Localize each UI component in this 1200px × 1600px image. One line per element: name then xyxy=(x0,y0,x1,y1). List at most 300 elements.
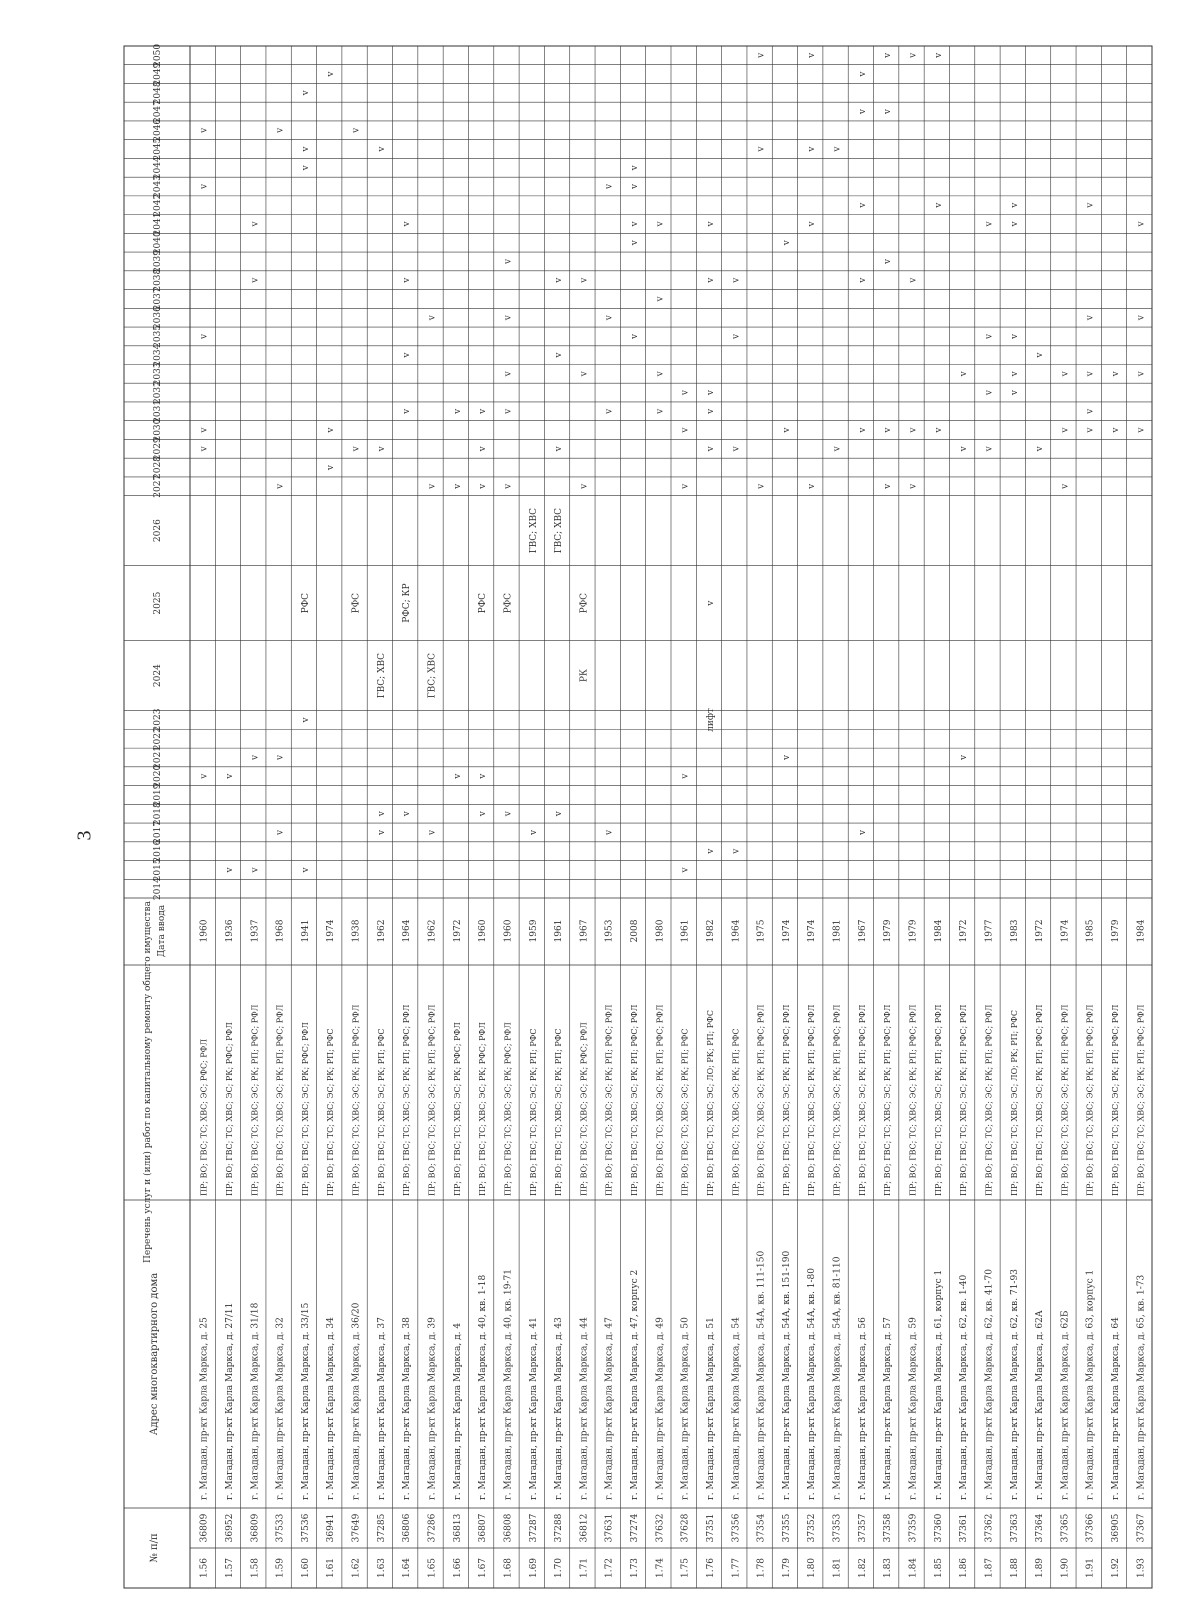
row-year: 1974 xyxy=(781,919,792,943)
header-year-2026: 2026 xyxy=(153,519,163,543)
row-mark-2026: ГВС; ХВС xyxy=(528,508,539,554)
row-year: 2008 xyxy=(630,919,641,943)
row-address: г. Магадан, пр-кт Карла Маркса, д. 25 xyxy=(199,1317,210,1500)
row-id: 37359 xyxy=(908,1513,919,1543)
row-mark-2041: v xyxy=(630,221,641,227)
row-mark-2016: v xyxy=(731,848,742,854)
row-number: 1.76 xyxy=(705,1557,716,1579)
row-year: 1979 xyxy=(908,919,919,943)
header-year: Дата ввода xyxy=(157,904,167,958)
row-mark-2031: v xyxy=(655,408,666,414)
row-number: 1.89 xyxy=(1035,1557,1046,1579)
row-works: ПР; ВО; ГВС; ТС; ХВС; ЭС; РК; РП; РФС xyxy=(680,1028,690,1196)
header-year-2034: 2034 xyxy=(153,343,163,367)
header-year-2044: 2044 xyxy=(153,156,163,180)
row-year: 1984 xyxy=(1136,919,1147,943)
row-year: 1960 xyxy=(503,919,514,943)
header-year-2046: 2046 xyxy=(153,118,163,142)
row-mark-2031: v xyxy=(705,408,716,414)
row-number: 1.75 xyxy=(680,1557,691,1579)
header-year-2027: 2027 xyxy=(153,474,163,498)
row-address: г. Магадан, пр-кт Карла Маркса, д. 39 xyxy=(427,1317,438,1500)
row-id: 36807 xyxy=(478,1513,489,1543)
row-works: ПР; ВО; ГВС; ТС; ХВС; ЭС; РК; РП; РФС xyxy=(731,1028,741,1196)
row-works: ПР; ВО; ГВС; ТС; ХВС; ЭС; РК; РФС; РФЛ xyxy=(478,1022,488,1196)
row-mark-2045: v xyxy=(807,146,818,152)
row-mark-2030: v xyxy=(781,427,792,433)
row-mark-2041: v xyxy=(250,221,261,227)
row-address: г. Магадан, пр-кт Карла Маркса, д. 56 xyxy=(857,1317,868,1500)
row-year: 1974 xyxy=(326,919,337,943)
row-number: 1.91 xyxy=(1085,1557,1096,1579)
row-mark-2030: v xyxy=(199,427,210,433)
row-id: 36952 xyxy=(224,1513,235,1543)
row-address: г. Магадан, пр-кт Карла Маркса, д. 34 xyxy=(326,1317,337,1500)
row-works: ПР; ВО; ГВС; ТС; ХВС; ЭС; РК; РП; РФС xyxy=(554,1028,564,1196)
row-mark-2050: v xyxy=(756,52,767,58)
row-mark-2020: v xyxy=(478,773,489,779)
row-mark-2038: v xyxy=(908,277,919,283)
row-mark-2015: v xyxy=(680,867,691,873)
row-number: 1.68 xyxy=(503,1557,514,1579)
row-mark-2038: v xyxy=(705,277,716,283)
row-number: 1.80 xyxy=(807,1557,818,1579)
row-number: 1.62 xyxy=(351,1557,362,1579)
row-address: г. Магадан, пр-кт Карла Маркса, д. 54А, кв. 151-190 xyxy=(781,1250,792,1500)
row-mark-2016: v xyxy=(705,848,716,854)
row-address: г. Магадан, пр-кт Карла Маркса, д. 54А, кв. 81-110 xyxy=(832,1256,843,1500)
row-works: ПР; ВО; ГВС; ТС; ХВС; ЭС; РК; РП; РФС; РФЛ xyxy=(984,1004,994,1196)
header-year-2028: 2028 xyxy=(153,456,163,479)
row-id: 37287 xyxy=(528,1513,539,1543)
row-id: 37357 xyxy=(857,1513,868,1543)
row-number: 1.92 xyxy=(1111,1557,1122,1579)
header-year-2022: 2022 xyxy=(153,727,163,751)
row-year: 1967 xyxy=(857,919,868,943)
row-number: 1.65 xyxy=(427,1557,438,1579)
row-works: ПР; ВО; ГВС; ТС; ХВС; ЭС; РК; РП; РФС; РФЛ xyxy=(883,1004,893,1196)
row-mark-2045: v xyxy=(756,146,767,152)
row-mark-2036: v xyxy=(604,315,615,321)
row-works: ПР; ВО; ГВС; ТС; ХВС; ЭС; ЛО; РК; РП; РФС xyxy=(705,1010,715,1196)
row-address: г. Магадан, пр-кт Карла Маркса, д. 36/20 xyxy=(351,1302,362,1500)
header-year-2031: 2031 xyxy=(153,399,163,423)
header-year-2021: 2021 xyxy=(153,746,163,769)
header-year-2014: 2014 xyxy=(153,877,163,901)
row-id: 37353 xyxy=(832,1513,843,1543)
row-mark-2039: v xyxy=(503,258,514,265)
row-mark-2041: v xyxy=(655,221,666,227)
row-number: 1.63 xyxy=(376,1557,387,1579)
row-address: г. Магадан, пр-кт Карла Маркса, д. 37 xyxy=(376,1317,387,1500)
row-address: г. Магадан, пр-кт Карла Маркса, д. 33/15 xyxy=(300,1302,311,1500)
header-year-2040: 2040 xyxy=(153,231,163,255)
row-mark-2047: v xyxy=(857,109,868,115)
row-mark-2030: v xyxy=(857,427,868,433)
header-year-2039: 2039 xyxy=(153,250,163,273)
row-mark-2025: РФС xyxy=(579,592,590,614)
row-number: 1.79 xyxy=(781,1557,792,1579)
row-mark-2045: v xyxy=(832,146,843,152)
header-year-2016: 2016 xyxy=(153,839,163,863)
header-year-2045: 2045 xyxy=(153,137,163,161)
row-year: 1974 xyxy=(1060,919,1071,943)
header-year-2050: 2050 xyxy=(153,43,163,67)
row-works: ПР; ВО; ГВС; ТС; ХВС; ЭС; РК; РП; РФС; РФЛ xyxy=(630,1004,640,1196)
header-year-2036: 2036 xyxy=(153,306,163,330)
row-year: 1959 xyxy=(528,919,539,943)
row-id: 37533 xyxy=(275,1513,286,1543)
header-year-2018: 2018 xyxy=(153,802,163,826)
row-works: ПР; ВО; ГВС; ТС; ХВС; ЭС; РФС; РФЛ xyxy=(199,1039,209,1196)
row-mark-2029: v xyxy=(832,446,843,452)
row-id: 37355 xyxy=(781,1513,792,1543)
row-mark-2037: v xyxy=(655,296,666,302)
row-mark-2020: v xyxy=(224,773,235,779)
row-mark-2030: v xyxy=(326,427,337,433)
row-mark-2033: v xyxy=(1136,371,1147,377)
row-mark-2042: v xyxy=(933,202,944,208)
row-works: ПР; ВО; ГВС; ТС; ХВС; ЭС; РК; РП; РФС; РФЛ xyxy=(756,1004,766,1196)
row-mark-2023: лифт xyxy=(705,708,716,732)
row-works: ПР; ВО; ГВС; ТС; ХВС; ЭС; РК; РФС; РФЛ xyxy=(452,1022,462,1196)
row-id: 37363 xyxy=(1009,1513,1020,1543)
row-mark-2027: v xyxy=(452,483,463,489)
row-works: ПР; ВО; ГВС; ТС; ХВС; ЭС; РК; РФС; РФЛ xyxy=(579,1022,589,1196)
row-works: ПР; ВО; ГВС; ТС; ХВС; ЭС; РК; РФС; РФЛ xyxy=(300,1022,310,1196)
row-number: 1.84 xyxy=(908,1557,919,1579)
row-works: ПР; ВО; ГВС; ТС; ХВС; ЭС; РК; РП; РФС; РФЛ xyxy=(832,1004,842,1196)
row-address: г. Магадан, пр-кт Карла Маркса, д. 47 xyxy=(604,1317,615,1500)
row-mark-2045: v xyxy=(376,146,387,152)
row-year: 1967 xyxy=(579,919,590,943)
row-id: 37366 xyxy=(1085,1513,1096,1543)
row-year: 1972 xyxy=(959,919,970,943)
row-mark-2030: v xyxy=(1136,427,1147,433)
row-mark-2035: v xyxy=(731,333,742,339)
header-num: № п/п xyxy=(149,1533,160,1563)
header-year-2033: 2033 xyxy=(153,362,163,386)
row-number: 1.61 xyxy=(326,1557,337,1579)
row-mark-2034: v xyxy=(402,352,413,358)
row-mark-2029: v xyxy=(705,446,716,452)
row-address: г. Магадан, пр-кт Карла Маркса, д. 54А, кв. 1-80 xyxy=(807,1267,818,1500)
row-mark-2024: РК xyxy=(579,669,590,683)
row-mark-2031: v xyxy=(478,408,489,414)
row-address: г. Магадан, пр-кт Карла Маркса, д. 62, кв. 1-40 xyxy=(959,1274,970,1500)
row-address: г. Магадан, пр-кт Карла Маркса, д. 59 xyxy=(908,1317,919,1500)
row-mark-2038: v xyxy=(857,277,868,283)
row-id: 37649 xyxy=(351,1513,362,1543)
row-mark-2042: v xyxy=(1085,202,1096,208)
row-mark-2032: v xyxy=(984,390,995,396)
header-year-2017: 2017 xyxy=(153,820,163,844)
row-mark-2036: v xyxy=(503,315,514,321)
row-number: 1.59 xyxy=(275,1557,286,1579)
row-year: 1968 xyxy=(275,919,286,943)
row-address: г. Магадан, пр-кт Карла Маркса, д. 61, корпус 1 xyxy=(933,1269,944,1500)
row-works: ПР; ВО; ГВС; ТС; ХВС; ЭС; РК; РП; РФС; РФЛ xyxy=(933,1004,943,1196)
row-mark-2030: v xyxy=(1085,427,1096,433)
header-year-2025: 2025 xyxy=(153,591,163,615)
row-mark-2039: v xyxy=(883,258,894,265)
row-mark-2027: v xyxy=(427,483,438,489)
row-id: 37356 xyxy=(731,1513,742,1543)
row-mark-2025: РФС xyxy=(478,592,489,614)
row-mark-2032: v xyxy=(680,390,691,396)
row-address: г. Магадан, пр-кт Карла Маркса, д. 57 xyxy=(883,1317,894,1500)
row-mark-2017: v xyxy=(528,829,539,835)
row-mark-2030: v xyxy=(883,427,894,433)
row-id: 37632 xyxy=(655,1513,666,1543)
row-works: ПР; ВО; ГВС; ТС; ХВС; ЭС; РК; РФС; РФЛ xyxy=(503,1022,513,1196)
row-address: г. Магадан, пр-кт Карла Маркса, д. 4 xyxy=(452,1322,463,1500)
row-mark-2038: v xyxy=(250,277,261,283)
row-number: 1.82 xyxy=(857,1557,868,1579)
row-mark-2043: v xyxy=(630,183,641,190)
row-mark-2046: v xyxy=(199,127,210,133)
row-works: ПР; ВО; ГВС; ТС; ХВС; ЭС; РК; РП; РФС; РФЛ xyxy=(807,1004,817,1196)
row-mark-2021: v xyxy=(250,754,261,761)
row-mark-2029: v xyxy=(478,446,489,452)
header-year-2035: 2035 xyxy=(153,324,163,348)
row-mark-2018: v xyxy=(503,811,514,817)
row-mark-2041: v xyxy=(705,221,716,227)
row-mark-2030: v xyxy=(1111,427,1122,433)
row-mark-2025: v xyxy=(705,600,716,606)
row-mark-2020: v xyxy=(452,773,463,779)
row-id: 37628 xyxy=(680,1513,691,1543)
header-year-2029: 2029 xyxy=(153,437,163,461)
row-works: ПР; ВО; ГВС; ТС; ХВС; ЭС; РК; РП; РФС; РФЛ xyxy=(857,1004,867,1196)
row-year: 1964 xyxy=(731,919,742,943)
row-mark-2044: v xyxy=(630,165,641,171)
row-works: ПР; ВО; ГВС; ТС; ХВС; ЭС; РК; РП; РФС; РФЛ xyxy=(275,1004,285,1196)
row-address: г. Магадан, пр-кт Карла Маркса, д. 62А xyxy=(1035,1310,1046,1500)
row-works: ПР; ВО; ГВС; ТС; ХВС; ЭС; РК; РП; РФС; РФЛ xyxy=(1060,1004,1070,1196)
row-year: 1941 xyxy=(300,919,311,943)
row-number: 1.73 xyxy=(630,1557,641,1579)
row-id: 36813 xyxy=(452,1513,463,1543)
header-year-2032: 2032 xyxy=(153,381,163,405)
row-address: г. Магадан, пр-кт Карла Маркса, д. 31/18 xyxy=(250,1302,261,1500)
row-year: 1975 xyxy=(756,919,767,943)
row-mark-2030: v xyxy=(680,427,691,433)
row-number: 1.90 xyxy=(1060,1557,1071,1579)
row-mark-2024: ГВС; ХВС xyxy=(427,653,438,699)
row-mark-2017: v xyxy=(376,829,387,835)
row-number: 1.81 xyxy=(832,1557,843,1579)
row-mark-2030: v xyxy=(1060,427,1071,433)
row-mark-2050: v xyxy=(933,52,944,58)
header-year-2047: 2047 xyxy=(153,100,163,124)
row-id: 37286 xyxy=(427,1513,438,1543)
row-works: ПР; ВО; ГВС; ТС; ХВС; ЭС; РК; РП; РФС; РФЛ xyxy=(604,1004,614,1196)
row-mark-2029: v xyxy=(984,446,995,452)
header-address: Адрес многоквартирного дома xyxy=(149,1272,160,1436)
header-year-2049: 2049 xyxy=(153,62,163,86)
row-mark-2025: РФС; КР xyxy=(402,583,413,623)
row-mark-2024: ГВС; ХВС xyxy=(376,653,387,699)
header-year-2020: 2020 xyxy=(153,764,163,788)
row-mark-2033: v xyxy=(1060,371,1071,377)
row-mark-2029: v xyxy=(351,446,362,452)
row-mark-2033: v xyxy=(1009,371,1020,377)
row-mark-2021: v xyxy=(275,754,286,761)
row-number: 1.93 xyxy=(1136,1557,1147,1579)
row-mark-2017: v xyxy=(857,829,868,835)
row-mark-2035: v xyxy=(984,333,995,339)
row-mark-2044: v xyxy=(300,165,311,171)
row-mark-2042: v xyxy=(857,202,868,208)
row-year: 1980 xyxy=(655,919,666,943)
row-id: 36809 xyxy=(250,1513,261,1543)
row-address: г. Магадан, пр-кт Карла Маркса, д. 40, кв. 19-71 xyxy=(503,1269,514,1500)
row-year: 1985 xyxy=(1085,919,1096,943)
row-year: 1961 xyxy=(554,919,565,943)
header-year-2019: 2019 xyxy=(153,783,163,807)
row-mark-2036: v xyxy=(1085,315,1096,321)
row-year: 1964 xyxy=(402,919,413,943)
row-address: г. Магадан, пр-кт Карла Маркса, д. 62, кв. 71-93 xyxy=(1009,1269,1020,1500)
row-mark-2031: v xyxy=(1085,408,1096,414)
row-mark-2033: v xyxy=(959,371,970,377)
row-mark-2049: v xyxy=(857,71,868,77)
row-year: 1938 xyxy=(351,919,362,943)
row-mark-2050: v xyxy=(908,52,919,58)
row-id: 37361 xyxy=(959,1513,970,1543)
row-mark-2020: v xyxy=(199,773,210,779)
row-year: 1962 xyxy=(427,919,438,943)
row-mark-2032: v xyxy=(705,390,716,396)
row-works: ПР; ВО; ГВС; ТС; ХВС; ЭС; ЛО; РК; РП; РФС xyxy=(1009,1010,1019,1196)
row-mark-2025: РФС xyxy=(351,592,362,614)
row-year: 1984 xyxy=(933,919,944,943)
row-id: 36809 xyxy=(199,1513,210,1543)
row-mark-2031: v xyxy=(503,408,514,414)
row-works: ПР; ВО; ГВС; ТС; ХВС; ЭС; РК; РП; РФС; РФЛ xyxy=(250,1004,260,1196)
row-address: г. Магадан, пр-кт Карла Маркса, д. 54А, кв. 111-150 xyxy=(756,1250,767,1500)
row-mark-2030: v xyxy=(908,427,919,433)
row-year: 1962 xyxy=(376,919,387,943)
row-mark-2027: v xyxy=(883,483,894,489)
row-address: г. Магадан, пр-кт Карла Маркса, д. 62, кв. 41-70 xyxy=(984,1269,995,1500)
row-mark-2020: v xyxy=(680,773,691,779)
row-address: г. Магадан, пр-кт Карла Маркса, д. 32 xyxy=(275,1317,286,1500)
row-mark-2018: v xyxy=(376,811,387,817)
row-mark-2033: v xyxy=(503,371,514,377)
row-mark-2018: v xyxy=(478,811,489,817)
row-address: г. Магадан, пр-кт Карла Маркса, д. 43 xyxy=(554,1317,565,1500)
row-mark-2033: v xyxy=(1085,371,1096,377)
row-works: ПР; ВО; ГВС; ТС; ХВС; ЭС; РК; РП; РФС; РФЛ xyxy=(351,1004,361,1196)
row-mark-2038: v xyxy=(554,277,565,283)
row-mark-2030: v xyxy=(933,427,944,433)
row-address: г. Магадан, пр-кт Карла Маркса, д. 62Б xyxy=(1060,1310,1071,1500)
row-mark-2034: v xyxy=(1035,352,1046,358)
row-works: ПР; ВО; ГВС; ТС; ХВС; ЭС; РК; РП; РФС; РФЛ xyxy=(908,1004,918,1196)
row-year: 1961 xyxy=(680,919,691,943)
row-year: 1972 xyxy=(1035,919,1046,943)
row-works: ПР; ВО; ГВС; ТС; ХВС; ЭС; РК; РП; РФС; РФЛ xyxy=(427,1004,437,1196)
row-works: ПР; ВО; ГВС; ТС; ХВС; ЭС; РК; РП; РФС xyxy=(326,1028,336,1196)
row-mark-2027: v xyxy=(1060,483,1071,489)
header-works-line1: Перечень услуг и (или) работ по капитальному ремонту общего имущества xyxy=(143,901,153,1263)
row-mark-2031: v xyxy=(402,408,413,414)
row-year: 1982 xyxy=(705,919,716,943)
row-mark-2025: РФС xyxy=(300,592,311,614)
row-number: 1.58 xyxy=(250,1557,261,1579)
row-number: 1.88 xyxy=(1009,1557,1020,1579)
row-address: г. Магадан, пр-кт Карла Маркса, д. 51 xyxy=(705,1317,716,1500)
row-id: 37352 xyxy=(807,1513,818,1543)
row-mark-2036: v xyxy=(427,315,438,321)
row-year: 1983 xyxy=(1009,919,1020,943)
row-mark-2035: v xyxy=(1009,333,1020,339)
row-id: 36808 xyxy=(503,1513,514,1543)
row-mark-2027: v xyxy=(908,483,919,489)
row-number: 1.67 xyxy=(478,1557,489,1579)
row-id: 37274 xyxy=(630,1513,641,1543)
header-year-2038: 2038 xyxy=(153,268,163,292)
page-number: 3 xyxy=(73,830,96,841)
row-number: 1.86 xyxy=(959,1557,970,1579)
row-number: 1.87 xyxy=(984,1557,995,1579)
row-id: 37631 xyxy=(604,1513,615,1543)
row-works: ПР; ВО; ГВС; ТС; ХВС; ЭС; РК; РП; РФС; РФЛ xyxy=(1035,1004,1045,1196)
row-mark-2050: v xyxy=(883,52,894,58)
row-number: 1.70 xyxy=(554,1557,565,1579)
row-mark-2046: v xyxy=(351,127,362,133)
row-number: 1.77 xyxy=(731,1557,742,1579)
row-address: г. Магадан, пр-кт Карла Маркса, д. 50 xyxy=(680,1317,691,1500)
row-mark-2028: v xyxy=(326,464,337,471)
row-year: 1960 xyxy=(199,919,210,943)
row-address: г. Магадан, пр-кт Карла Маркса, д. 27/11 xyxy=(224,1302,235,1500)
row-mark-2046: v xyxy=(275,127,286,133)
row-id: 37536 xyxy=(300,1513,311,1543)
row-mark-2048: v xyxy=(300,90,311,96)
header-year-2030: 2030 xyxy=(153,418,163,442)
row-mark-2018: v xyxy=(402,811,413,817)
row-mark-2027: v xyxy=(579,483,590,489)
row-mark-2029: v xyxy=(959,446,970,452)
row-id: 36905 xyxy=(1111,1513,1122,1543)
header-year-2043: 2043 xyxy=(153,175,163,198)
row-year: 1936 xyxy=(224,919,235,943)
row-number: 1.85 xyxy=(933,1557,944,1579)
row-mark-2015: v xyxy=(300,867,311,873)
row-number: 1.78 xyxy=(756,1557,767,1579)
row-mark-2027: v xyxy=(756,483,767,489)
row-number: 1.72 xyxy=(604,1557,615,1579)
row-year: 1977 xyxy=(984,919,995,943)
row-works: ПР; ВО; ГВС; ТС; ХВС; ЭС; РК; РП; РФС; РФЛ xyxy=(402,1004,412,1196)
row-mark-2017: v xyxy=(427,829,438,835)
row-mark-2029: v xyxy=(199,446,210,452)
row-works: ПР; ВО; ГВС; ТС; ХВС; ЭС; РК; РП; РФС xyxy=(376,1028,386,1196)
row-id: 37364 xyxy=(1035,1513,1046,1543)
row-mark-2017: v xyxy=(275,829,286,835)
row-mark-2033: v xyxy=(1111,371,1122,377)
row-id: 36941 xyxy=(326,1513,337,1543)
row-id: 37288 xyxy=(554,1513,565,1543)
header-year-2024: 2024 xyxy=(153,664,163,688)
row-works: ПР; ВО; ГВС; ТС; ХВС; ЭС; РК; РП; РФС; РФЛ xyxy=(959,1004,969,1196)
row-works: ПР; ВО; ГВС; ТС; ХВС; ЭС; РК; РП; РФС; РФЛ xyxy=(1111,1004,1121,1196)
row-mark-2040: v xyxy=(781,240,792,246)
row-mark-2029: v xyxy=(554,446,565,452)
